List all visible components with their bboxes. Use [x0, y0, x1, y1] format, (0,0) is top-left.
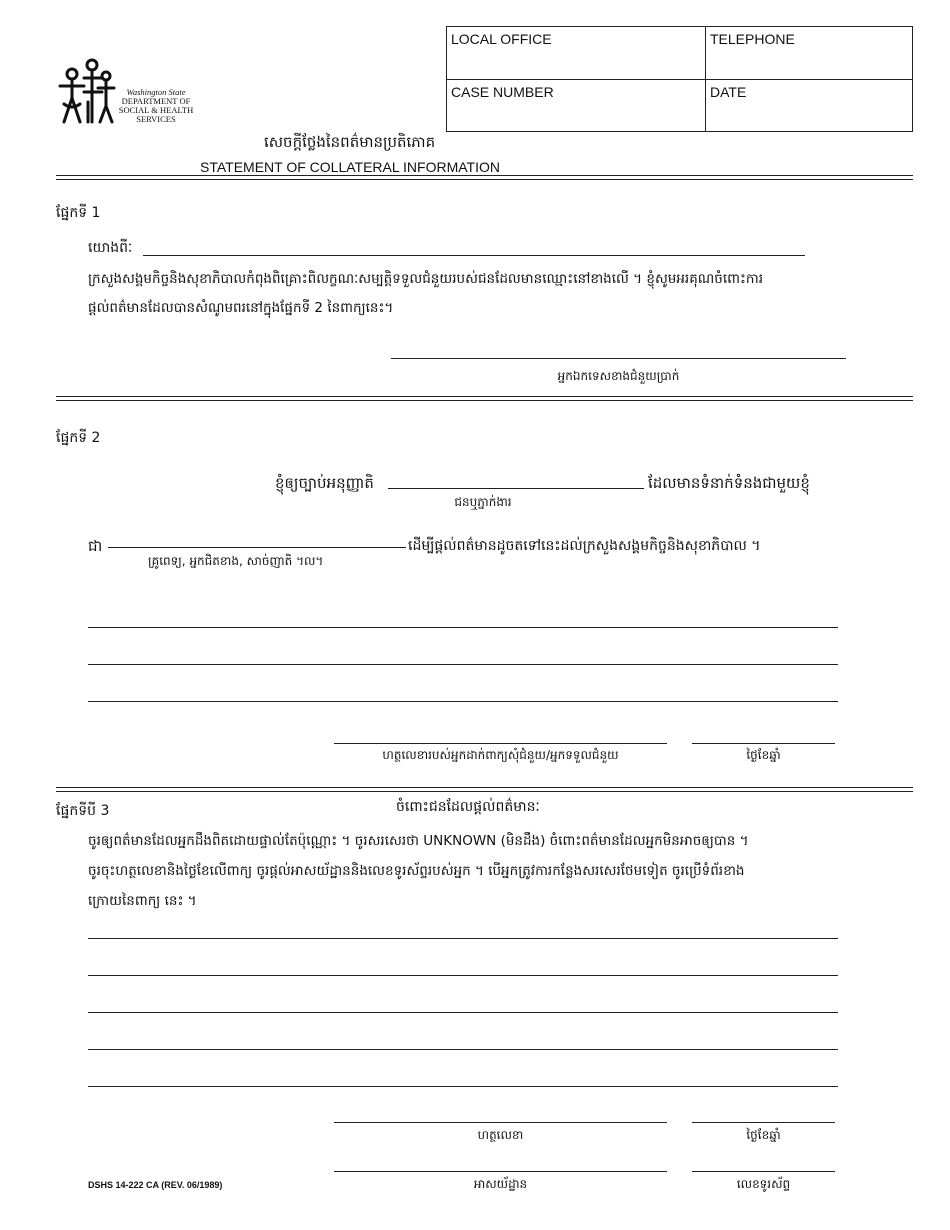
telephone-field[interactable]	[706, 27, 912, 79]
informant-date-caption: ថ្ងៃខែឆ្នាំ	[746, 1128, 781, 1142]
agency-line1: DEPARTMENT OF	[121, 96, 191, 106]
information-line-2[interactable]	[88, 664, 838, 665]
part3-body-line1: ចូរឲ្យពត៌មានដែលអ្នកដឹងពិតដោយផ្ទាល់តែប៉ុណ្ណោះ ។ ចូរសរសេរថា UNKNOWN (មិនដឹង) ចំពោះពត៌មានដែលអ្នកមិនអាចឲ្យបាន ។	[88, 833, 749, 849]
applicant-date-caption: ថ្ងៃខែឆ្នាំ	[746, 748, 781, 762]
agency-line3: SERVICES	[136, 114, 176, 124]
local-office-field[interactable]	[447, 27, 705, 79]
informant-signature-line[interactable]	[334, 1122, 667, 1123]
response-line-3[interactable]	[88, 1012, 838, 1013]
relationship-line[interactable]	[108, 547, 406, 548]
information-line-1[interactable]	[88, 627, 838, 628]
case-number-label: CASE NUMBER	[451, 84, 554, 100]
date-field[interactable]	[706, 80, 912, 131]
part3-body	[88, 826, 908, 916]
date-label: DATE	[710, 84, 747, 100]
divider-header	[56, 175, 913, 180]
divider-part2	[56, 787, 913, 792]
agency-state: Washington State	[126, 87, 186, 97]
local-office-label: LOCAL OFFICE	[451, 31, 552, 47]
informant-signature-caption: ហត្ថលេខា	[477, 1128, 524, 1142]
part2-heading: ផ្នែកទី 2	[56, 430, 101, 446]
telephone-label: TELEPHONE	[710, 31, 795, 47]
part1-heading: ផ្នែកទី 1	[56, 205, 101, 221]
applicant-date-line[interactable]	[692, 743, 835, 744]
title-english: STATEMENT OF COLLATERAL INFORMATION	[200, 159, 500, 175]
specialist-signature-caption: អ្នកឯកទេសខាងជំនួយប្រាក់	[557, 369, 680, 383]
title-khmer: សេចក្តីថ្លែងនៃពត៌មានប្រតិភោគ	[264, 133, 436, 151]
part1-body-line2: ផ្តល់ពត៌មានដែលបានសំណូមពរនៅក្នុងផ្នែកទី 2 នៃពាក្យនេះ។	[88, 300, 394, 316]
authorize-suffix: ដែលមានទំនាក់ទំនងជាមួយខ្ញុំ	[648, 474, 810, 492]
authorized-party-caption: ជនឬភ្នាក់ងារ	[454, 495, 512, 509]
information-line-3[interactable]	[88, 701, 838, 702]
response-line-2[interactable]	[88, 975, 838, 976]
relationship-caption: គ្រូពេទ្យ, អ្នកជិតខាង, សាច់ញាតិ ។ល។	[148, 554, 324, 568]
part1-body-line1: ក្រសួងសង្គមកិច្ចនិងសុខាភិបាលកំពុងពិគ្រោះពិលក្ខណៈសម្បត្តិទទួលជំនួយរបស់ជនដែលមានឈ្មោះនៅខាងលើ ។ ខ្ញុំសូមអរគុណចំពោះការ	[88, 271, 764, 287]
applicant-signature-caption: ហត្ថលេខារបស់អ្នកដាក់ពាក្យសុំជំនួយ/អ្នកទទួលជំនួយ	[382, 748, 619, 762]
informant-phone-caption: លេខទូរស័ព្ទ	[736, 1177, 791, 1191]
response-line-4[interactable]	[88, 1049, 838, 1050]
as-prefix: ជា	[88, 537, 103, 555]
part3-body-line3: ក្រោយនៃពាក្យ នេះ ។	[88, 893, 197, 909]
informant-date-line[interactable]	[692, 1122, 835, 1123]
informant-phone-line[interactable]	[692, 1171, 835, 1172]
part3-heading: ផ្នែកទីបី 3	[56, 803, 110, 819]
response-line-5[interactable]	[88, 1086, 838, 1087]
dshs-logo-figures-icon	[58, 58, 118, 124]
authorize-prefix: ខ្ញុំឲ្យច្បាប់អនុញ្ញាតិ	[275, 474, 374, 492]
informant-address-caption: អាសយ័ដ្ឋាន	[473, 1177, 528, 1191]
agency-line2: SOCIAL & HEALTH	[118, 105, 194, 115]
as-suffix: ដើម្បីផ្តល់ពត៌មានដូចតទៅនេះដល់ក្រសួងសង្គមកិច្ចនិងសុខាភិបាល ។	[408, 538, 761, 554]
case-number-field[interactable]	[447, 80, 705, 131]
regarding-label: យោងពីៈ	[88, 240, 133, 256]
dshs-logo-text	[114, 88, 198, 124]
informant-address-line[interactable]	[334, 1171, 667, 1172]
part3-subheading: ចំពោះជនដែលផ្តល់ពត៌មានៈ	[396, 799, 540, 815]
specialist-signature-line[interactable]	[391, 358, 846, 359]
authorized-party-line[interactable]	[388, 488, 644, 489]
response-line-1[interactable]	[88, 938, 838, 939]
part3-body-line2: ចូរចុះហត្ថលេខានិងថ្ងៃខែលើពាក្យ ចូរផ្តល់អាសយ័ដ្ឋាននិងលេខទូរស័ព្ទរបស់អ្នក ។ បើអ្នកត្រូវការកន្លែងសរសេរថែមទៀត ចូរប្រើទំព័រខាង	[88, 863, 745, 879]
office-info-box	[446, 26, 913, 132]
part1-body	[88, 265, 888, 323]
form-id: DSHS 14-222 CA (REV. 06/1989)	[88, 1180, 223, 1190]
regarding-input-line[interactable]	[143, 255, 805, 256]
applicant-signature-line[interactable]	[334, 743, 667, 744]
divider-part1	[56, 396, 913, 401]
